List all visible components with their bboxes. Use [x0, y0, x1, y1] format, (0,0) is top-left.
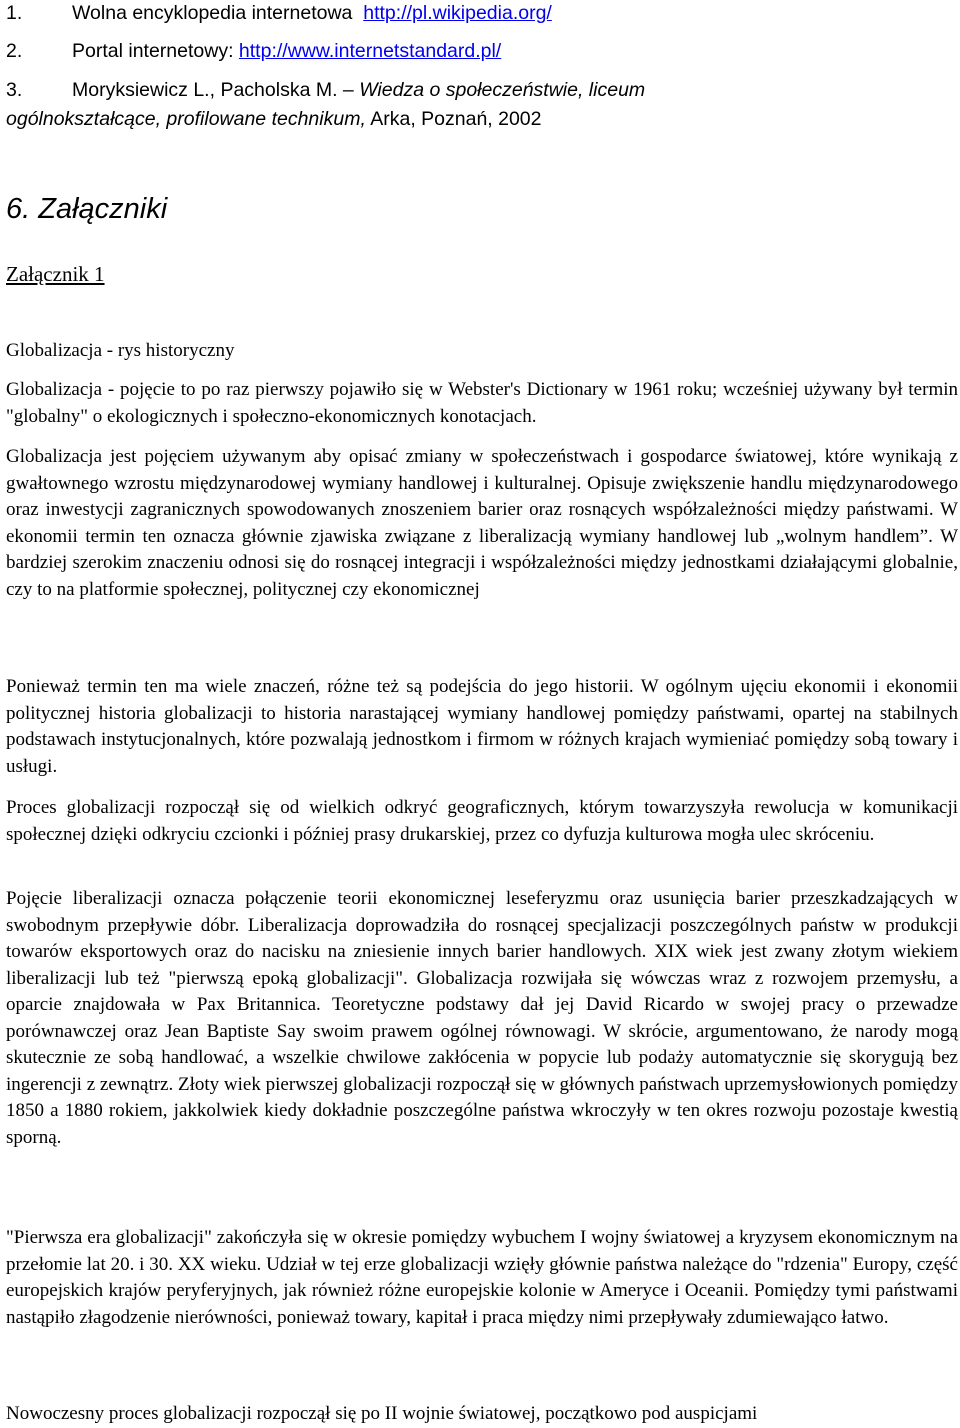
subtitle: Globalizacja - rys historyczny — [6, 340, 235, 361]
reference-3 — [6, 79, 645, 102]
paragraph-2: Globalizacja jest pojęciem używanym aby opisać zmiany w społeczeństwach i gospodarce światowej, które wynikają z gwałtownego wzrostu międzynarodowej wymiany handlowej i kulturalnej. Opisuje zwiększenie handlu międzynarodowego oraz inwestycji zagranicznych spowodowanych znoszeniem barier oraz rosnących współzależności między państwami. W ekonomii termin ten oznacza głównie zjawiska związane z liberalizacją wymiany handlowej lub „wolnym handlem”. W bardziej szerokim znaczeniu odnosi się do rosnącej integracji i współzależności między jednostkami działającymi globalnie, czy to na platformie społecznej, politycznej czy ekonomicznej — [6, 446, 958, 600]
reference-publisher: Arka, Poznań, 2002 — [370, 108, 542, 130]
reference-text: Wolna encyklopedia internetowa — [72, 2, 353, 24]
reference-title-cont: ogólnokształcące, profilowane technikum, — [6, 108, 366, 130]
paragraph-4: Proces globalizacji rozpoczął się od wielkich odkryć geograficznych, którym towarzyszyła rewolucja w komunikacji społecznej dzięki odkryciu czcionki i później prasy drukarskiej, przez co dyfuzja kulturowa mogła ulec skróceniu. — [6, 797, 958, 845]
reference-link[interactable]: http://www.internetstandard.pl/ — [238, 40, 502, 62]
reference-number: 3. — [6, 79, 23, 101]
paragraph-7: Nowoczesny proces globalizacji rozpoczął się po II wojnie światowej, początkowo pod auspicjami — [6, 1403, 758, 1424]
paragraph-5: Pojęcie liberalizacji oznacza połączenie teorii ekonomicznej leseferyzmu oraz usunięcia barier przeszkadzających w swobodnym przepływie dóbr. Liberalizacja doprowadziła do rosnącej specjalizacji poszczególnych państw w produkcji towarów eksportowych oraz do nacisku na zniesienie innych barier handlowych. XIX wiek jest zwany złotym wiekiem liberalizacji lub też "pierwszą epoką globalizacji". Globalizacja rozwijała się wówczas wraz z rozwojem przemysłu, a oparcie znajdowała w Pax Britannica. Teoretyczne podstawy dał jej David Ricardo w swojej pracy o przewadze porównawczej oraz Jean Baptiste Say swoim prawem ogólnej równowagi. W skrócie, argumentowano, że narody mogą skutecznie ze sobą handlować, a wszelkie chwilowe zakłócenia w popycie lub podaży automatycznie się skorygują bez ingerencji z zewnątrz. Złoty wiek pierwszej globalizacji rozpoczął się w głównych państwach uprzemysłowionych pomiędzy 1850 a 1880 rokiem, jakkolwiek kiedy dokładnie poszczególne państwa wkroczyły w ten okres rozwoju pozostaje kwestią sporną. — [6, 888, 958, 1148]
reference-3-line-2 — [6, 108, 542, 131]
reference-number: 2. — [6, 40, 23, 62]
reference-number: 1. — [6, 2, 23, 24]
reference-2 — [6, 40, 501, 63]
reference-text: Portal internetowy: — [72, 40, 234, 62]
annex-title: Załącznik 1 — [6, 262, 105, 286]
paragraph-6: "Pierwsza era globalizacji" zakończyła się w okresie pomiędzy wybuchem I wojny światowej a kryzysem ekonomicznym na przełomie lat 20. i 30. XX wieku. Udział w tej erze globalizacji wzięły głównie państwa należące do "rdzenia" Europy, część europejskich krajów peryferyjnych, jak również różne europejskie kolonie w Ameryce i Oceanii. Pomiędzy tymi państwami nastąpiło złagodzenie nierówności, ponieważ towary, kapitał i praca między nimi przepływały zdumiewająco łatwo. — [6, 1227, 958, 1328]
reference-dash: – — [342, 79, 354, 101]
reference-link[interactable]: http://pl.wikipedia.org/ — [363, 2, 552, 24]
reference-1 — [6, 2, 552, 25]
paragraph-1: Globalizacja - pojęcie to po raz pierwszy pojawiło się w Webster's Dictionary w 1961 roku; wcześniej używany był termin "globalny" o ekologicznych i społeczno-ekonomicznych konotacjach. — [6, 379, 958, 427]
paragraph-3: Ponieważ termin ten ma wiele znaczeń, różne też są podejścia do jego historii. W ogólnym ujęciu ekonomii i ekonomii politycznej historia globalizacji to historia narastającej wymiany handlowej pomiędzy państwami, opartej na stabilnych podstawach instytucjonalnych, które pozwalają jednostkom i firmom w różnych krajach wymieniać pomiędzy sobą towary i usługi. — [6, 676, 958, 777]
reference-title: Wiedza o społeczeństwie, liceum — [359, 79, 646, 101]
section-heading: 6. Załączniki — [6, 193, 168, 225]
reference-text: Moryksiewicz L., Pacholska M. — [72, 79, 338, 101]
